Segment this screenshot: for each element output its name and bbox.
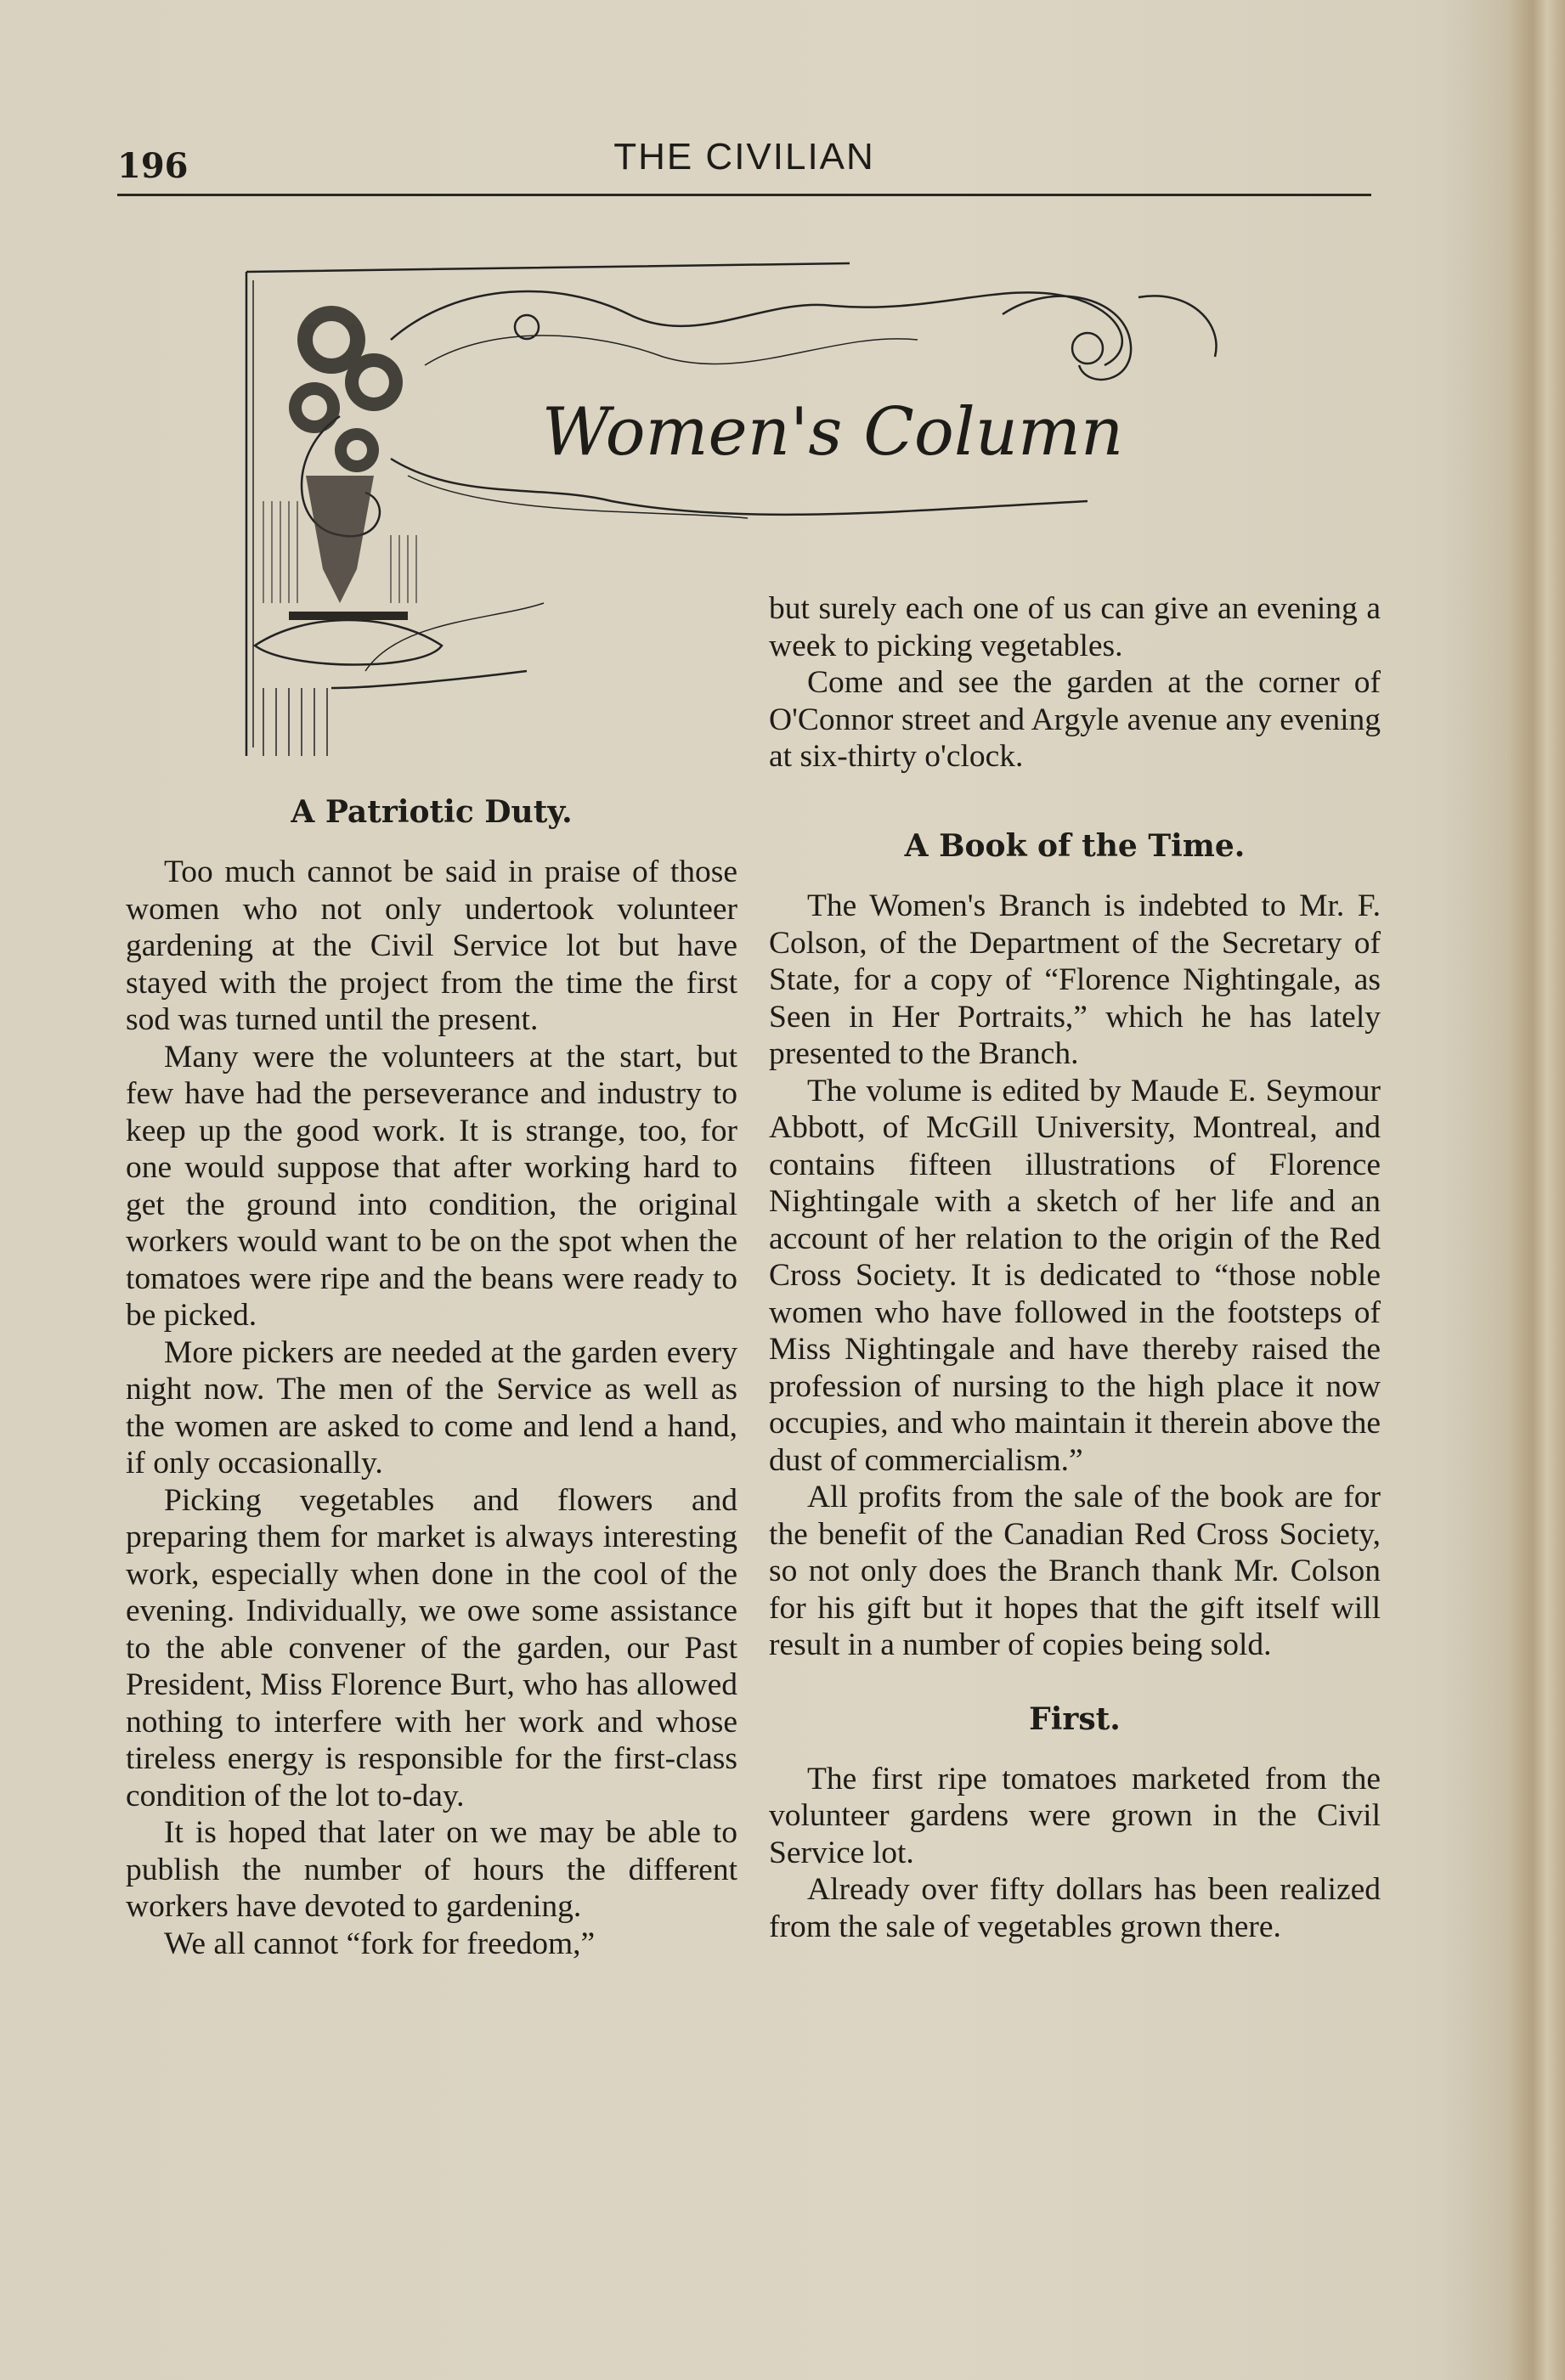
- publication-title: THE CIVILIAN: [613, 136, 875, 178]
- paragraph: but surely each one of us can give an evening a week to picking vegetables.: [769, 591, 1381, 663]
- heading-first: First.: [1029, 1700, 1121, 1737]
- paragraph: All profits from the sale of the book are for the benefit of the Canadian Red Cross Society, so not only does the Branch thank Mr. Colson for his gift but it hopes that the gift itself will result in a number of copies being sold.: [769, 1480, 1381, 1662]
- heading-patriotic-duty: A Patriotic Duty.: [291, 794, 573, 830]
- heading-book-of-the-time: A Book of the Time.: [904, 828, 1246, 864]
- paragraph: The first ripe tomatoes marketed from the volunteer gardens were grown in the Civil Service lot.: [769, 1761, 1381, 1870]
- header-rule: [117, 194, 1371, 196]
- book-spine: [1506, 0, 1565, 2380]
- page-header: [117, 127, 1371, 195]
- spacer: [769, 1664, 1381, 1701]
- paragraph: Come and see the garden at the corner of O'Connor street and Argyle avenue any evening at six-thirty o'clock.: [769, 665, 1381, 774]
- paragraph: We all cannot “fork for freedom,”: [164, 1926, 596, 1961]
- paragraph: Too much cannot be said in praise of those women who not only undertook volunteer gardening at the Civil Service lot but have stayed with the project from the time the first sod was turned until the present.: [126, 854, 737, 1037]
- right-column: [769, 828, 1381, 1945]
- paragraph: More pickers are needed at the garden every night now. The men of the Service as well as the women are asked to come and lend a hand, if only occasionally.: [126, 1334, 737, 1480]
- paragraph: It is hoped that later on we may be able to publish the number of hours the different workers have devoted to gardening.: [126, 1815, 737, 1924]
- banner-title: Women's Column: [541, 394, 1124, 471]
- paragraph: The Women's Branch is indebted to Mr. F. Colson, of the Department of the Secretary of State, for a copy of “Florence Nightingale, as Seen in Her Portraits,” which he has lately presented to the Branch.: [769, 888, 1381, 1071]
- paragraph: Many were the volunteers at the start, but few have had the perseverance and industry to keep up the good work. It is strange, too, for one would suppose that after working hard to get the ground into condition, the original workers would want to be on the spot when the tomatoes were ripe and the beans were ready to be picked.: [126, 1039, 737, 1333]
- paragraph: Already over fifty dollars has been realized from the sale of vegetables grown there.: [769, 1872, 1381, 1944]
- left-column: [126, 794, 737, 1962]
- paragraph: Picking vegetables and flowers and preparing them for market is always interesting work, especially when done in the cool of the evening. Individually, we owe some assistance to the able convener of the garden, our Past President, Miss Florence Burt, who has allowed nothing to interfere with her work and whose tireless energy is responsible for the first-class condition of the lot to-day.: [126, 1482, 737, 1813]
- page-number: 196: [117, 146, 189, 186]
- paragraph: The volume is edited by Maude E. Seymour Abbott, of McGill University, Montreal, and contains fifteen illustrations of Florence Nightingale with a sketch of her life and an account of her relation to the origin of the Red Cross Society. It is dedicated to “those noble women who have followed in the footsteps of Miss Nightingale and have thereby raised the profession of nursing to the high place it now occupies, and who maintain it therein above the dust of commercialism.”: [769, 1073, 1381, 1478]
- right-column-continuation: [769, 590, 1381, 775]
